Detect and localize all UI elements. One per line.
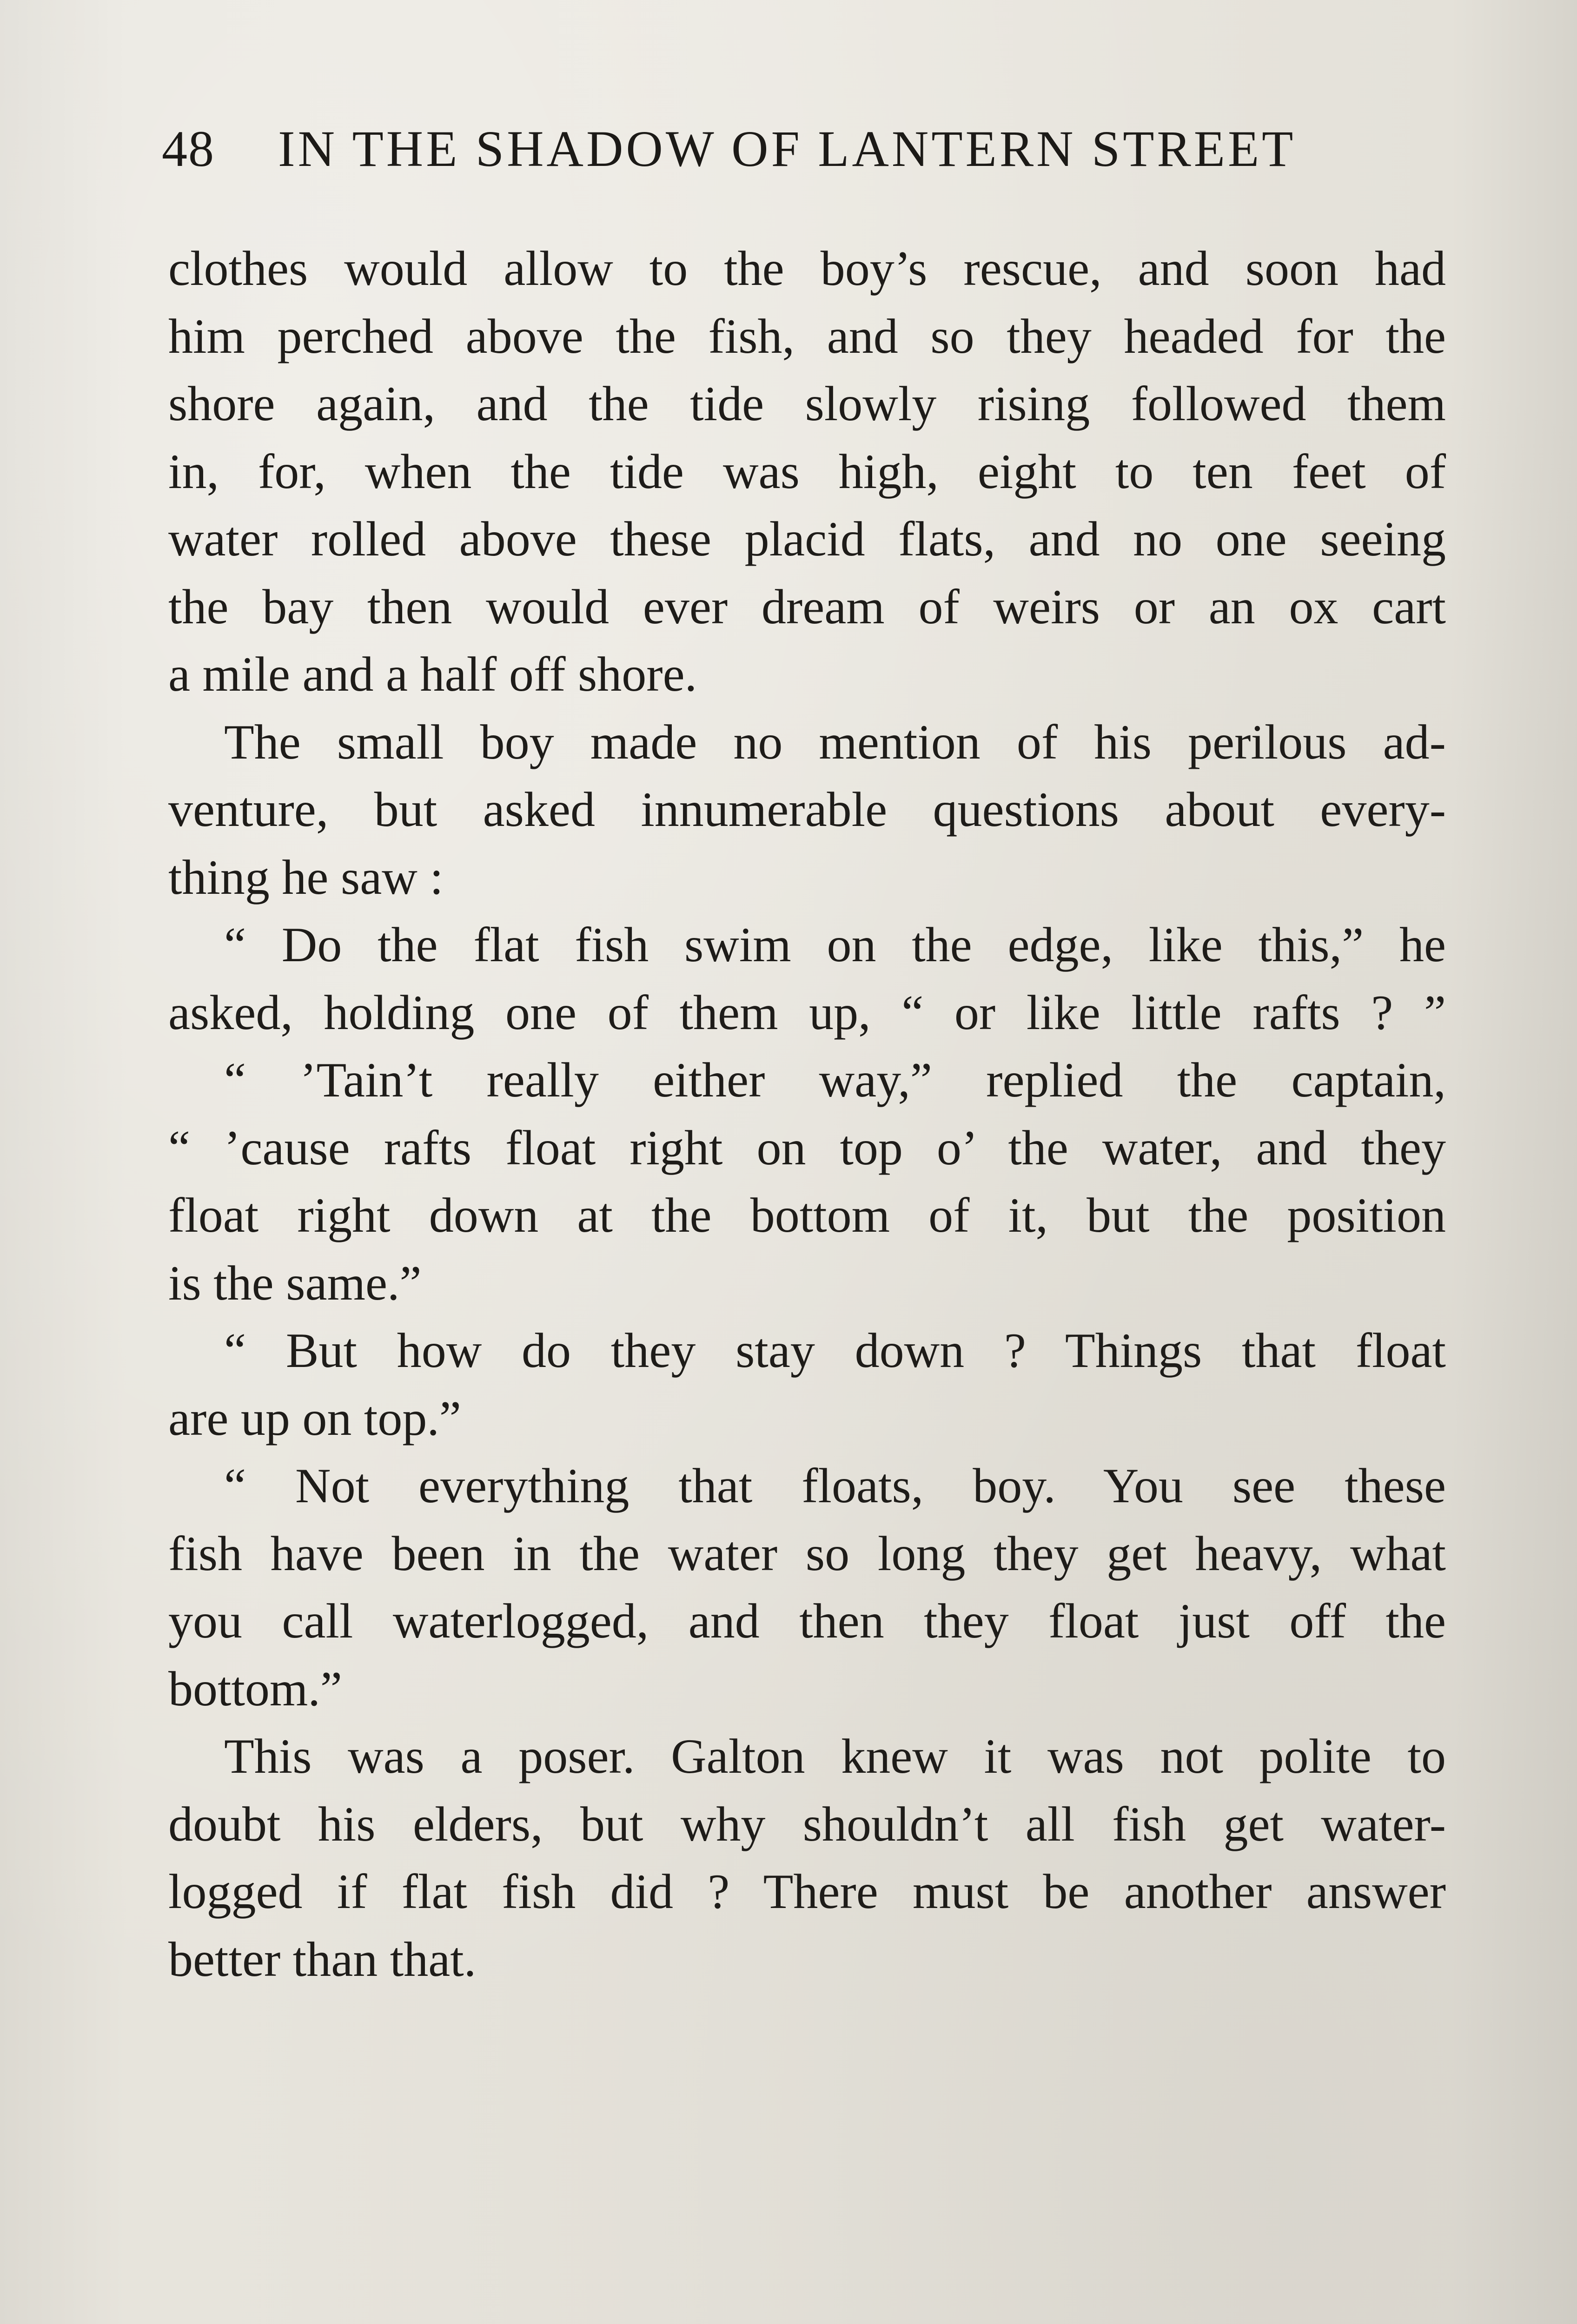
text-line: “ ’cause rafts float right on top o’ the water, and they <box>168 1120 1446 1175</box>
text-line: doubt his elders, but why shouldn’t all fish get water- <box>168 1796 1446 1851</box>
page-number: 48 <box>162 120 215 177</box>
text-line: “ But how do they stay down ? Things that float <box>224 1323 1446 1378</box>
text-line: water rolled above these placid flats, and no one seeing <box>168 512 1446 566</box>
text-line: the bay then would ever dream of weirs or an ox cart <box>168 579 1446 634</box>
text-line: “ ’Tain’t really either way,” replied the captain, <box>224 1053 1446 1107</box>
text-line: venture, but asked innumerable questions about every- <box>168 782 1446 837</box>
text-line: clothes would allow to the boy’s rescue, and soon had <box>168 241 1446 296</box>
text-line: thing he saw : <box>168 850 444 905</box>
text-line: better than that. <box>168 1932 477 1987</box>
running-title: IN THE SHADOW OF LANTERN STREET <box>278 120 1296 177</box>
text-line: shore again, and the tide slowly rising followed them <box>168 376 1446 431</box>
text-line: The small boy made no mention of his perilous ad- <box>224 714 1446 769</box>
text-line: a mile and a half off shore. <box>168 647 697 701</box>
body-text <box>168 235 1446 1993</box>
text-line: This was a poser. Galton knew it was not polite to <box>224 1729 1446 1783</box>
text-line: you call waterlogged, and then they float just off the <box>168 1594 1446 1648</box>
text-line: in, for, when the tide was high, eight to ten feet of <box>168 444 1446 499</box>
text-line: asked, holding one of them up, “ or like little rafts ? ” <box>168 985 1446 1040</box>
text-line: logged if flat fish did ? There must be another answer <box>168 1864 1446 1919</box>
text-line: is the same.” <box>168 1255 422 1310</box>
text-line: bottom.” <box>168 1661 342 1716</box>
text-line: float right down at the bottom of it, but the position <box>168 1188 1446 1242</box>
text-line: “ Not everything that floats, boy. You see these <box>224 1459 1446 1513</box>
running-header <box>162 116 1408 181</box>
text-line: fish have been in the water so long they get heavy, what <box>168 1526 1446 1581</box>
text-line: him perched above the fish, and so they headed for the <box>168 309 1446 363</box>
text-line: “ Do the flat fish swim on the edge, like this,” he <box>224 918 1446 972</box>
text-line: are up on top.” <box>168 1391 461 1446</box>
